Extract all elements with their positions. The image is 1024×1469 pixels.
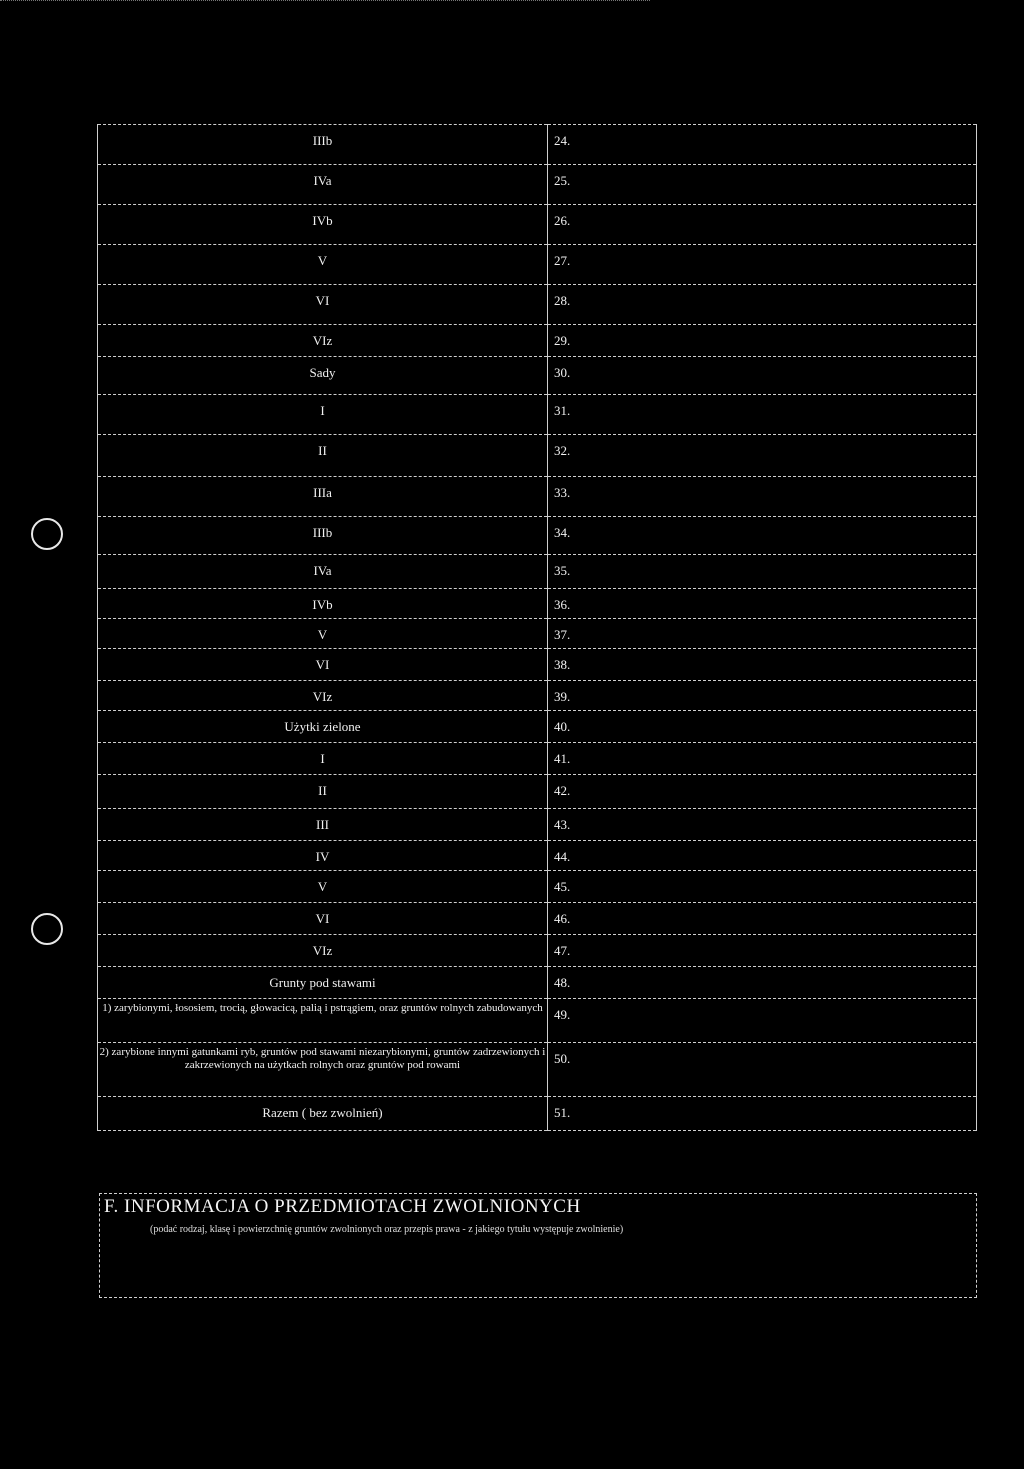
- table-row: [98, 589, 977, 619]
- row-value-cell[interactable]: [548, 435, 977, 477]
- row-value-cell[interactable]: [548, 517, 977, 555]
- row-label-cell: [98, 935, 548, 967]
- row-label: Użytki zielone: [284, 719, 361, 734]
- row-label-cell: [98, 517, 548, 555]
- row-value-cell[interactable]: [548, 619, 977, 649]
- row-label-cell: [98, 125, 548, 165]
- row-label-cell: [98, 999, 548, 1043]
- row-label-cell: [98, 435, 548, 477]
- row-label: VIz: [312, 689, 333, 704]
- row-label: IIIb: [312, 133, 333, 148]
- table-row: [98, 871, 977, 903]
- table-row: [98, 935, 977, 967]
- row-label-cell: [98, 205, 548, 245]
- row-label: IVa: [313, 563, 332, 578]
- row-value-cell[interactable]: [548, 775, 977, 809]
- row-label-cell: [98, 681, 548, 711]
- row-label: 2) zarybione innymi gatunkami ryb, gruntów pod stawami niezarybionymi, gruntów zadrzewionych i zakrzewionych na użytkach rolnych oraz gruntów pod rowami: [99, 1046, 546, 1071]
- row-label: IV: [315, 849, 330, 864]
- row-number: 32.: [554, 443, 571, 458]
- row-number: 33.: [554, 485, 571, 500]
- row-label-cell: [98, 555, 548, 589]
- table-row: [98, 125, 977, 165]
- table-row: [98, 1097, 977, 1131]
- row-label-cell: [98, 711, 548, 743]
- table-row: [98, 1043, 977, 1097]
- row-label-cell: [98, 743, 548, 775]
- row-number: 36.: [554, 597, 571, 612]
- table-row: [98, 285, 977, 325]
- row-label-cell: [98, 165, 548, 205]
- table-row: [98, 325, 977, 357]
- row-label: II: [318, 783, 327, 798]
- row-label-cell: [98, 1097, 548, 1131]
- row-label: VIz: [312, 943, 333, 958]
- row-label-cell: [98, 325, 548, 357]
- row-label-cell: [98, 903, 548, 935]
- row-label: II: [318, 443, 327, 458]
- table-row: [98, 517, 977, 555]
- row-label: IVb: [312, 213, 333, 228]
- row-label: Grunty pod stawami: [269, 975, 376, 990]
- row-number: 26.: [554, 213, 571, 228]
- row-label-cell: [98, 967, 548, 999]
- row-label-cell: [98, 841, 548, 871]
- row-number: 38.: [554, 657, 571, 672]
- row-value-cell[interactable]: [548, 967, 977, 999]
- row-label: VIz: [312, 333, 333, 348]
- row-label: 1) zarybionymi, łososiem, trocią, głowacicą, palią i pstrągiem, oraz gruntów rolnych zabudowanych: [102, 1002, 543, 1014]
- row-label-cell: [98, 395, 548, 435]
- section-f-title: F. INFORMACJA O PRZEDMIOTACH ZWOLNIONYCH: [104, 1196, 581, 1217]
- table-row: [98, 681, 977, 711]
- row-label-cell: [98, 285, 548, 325]
- row-number: 35.: [554, 563, 571, 578]
- row-value-cell[interactable]: [548, 999, 977, 1043]
- table-row: [98, 205, 977, 245]
- row-value-cell[interactable]: [548, 395, 977, 435]
- table-row: [98, 775, 977, 809]
- table-row: [98, 809, 977, 841]
- row-number: 48.: [554, 975, 571, 990]
- row-value-cell[interactable]: [548, 165, 977, 205]
- row-label-cell: [98, 619, 548, 649]
- row-value-cell[interactable]: [548, 555, 977, 589]
- table-row: [98, 649, 977, 681]
- row-number: 46.: [554, 911, 571, 926]
- row-value-cell[interactable]: [548, 809, 977, 841]
- row-label-cell: [98, 649, 548, 681]
- row-number: 50.: [554, 1051, 571, 1066]
- row-label: VI: [315, 657, 330, 672]
- table-row: [98, 619, 977, 649]
- table-row: [98, 357, 977, 395]
- row-label: I: [320, 751, 325, 766]
- row-label-cell: [98, 477, 548, 517]
- table-row: [98, 245, 977, 285]
- table-row: [98, 841, 977, 871]
- row-value-cell[interactable]: [548, 125, 977, 165]
- punch-hole-icon: [31, 913, 63, 945]
- row-number: 28.: [554, 293, 571, 308]
- row-value-cell[interactable]: [548, 649, 977, 681]
- row-number: 37.: [554, 627, 571, 642]
- row-value-cell[interactable]: [548, 1097, 977, 1131]
- row-number: 43.: [554, 817, 571, 832]
- row-number: 41.: [554, 751, 571, 766]
- row-value-cell[interactable]: [548, 477, 977, 517]
- row-label-cell: [98, 775, 548, 809]
- row-number: 27.: [554, 253, 571, 268]
- row-value-cell[interactable]: [548, 245, 977, 285]
- section-f-box: [99, 1193, 977, 1298]
- table-row: [98, 477, 977, 517]
- row-label: VI: [315, 911, 330, 926]
- row-number: 49.: [554, 1007, 571, 1022]
- row-number: 51.: [554, 1105, 571, 1120]
- row-number: 30.: [554, 365, 571, 380]
- row-value-cell[interactable]: [548, 743, 977, 775]
- table-row: [98, 555, 977, 589]
- row-label: VI: [315, 293, 330, 308]
- row-value-cell[interactable]: [548, 711, 977, 743]
- row-value-cell[interactable]: [548, 589, 977, 619]
- table-row: [98, 711, 977, 743]
- row-number: 40.: [554, 719, 571, 734]
- row-label-cell: [98, 1043, 548, 1097]
- row-label-cell: [98, 589, 548, 619]
- row-number: 24.: [554, 133, 571, 148]
- row-number: 39.: [554, 689, 571, 704]
- row-value-cell[interactable]: [548, 871, 977, 903]
- row-label-cell: [98, 357, 548, 395]
- row-number: 47.: [554, 943, 571, 958]
- punch-hole-icon: [31, 518, 63, 550]
- row-value-cell[interactable]: [548, 325, 977, 357]
- row-number: 44.: [554, 849, 571, 864]
- row-number: 31.: [554, 403, 571, 418]
- row-label: V: [317, 627, 328, 642]
- scan-edge-line: [0, 0, 650, 3]
- section-f-subtitle: (podać rodzaj, klasę i powierzchnię gruntów zwolnionych oraz przepis prawa - z jakiego tytułu występuje zwolnienie): [150, 1224, 624, 1235]
- row-value-cell[interactable]: [548, 285, 977, 325]
- row-value-cell[interactable]: [548, 681, 977, 711]
- table-row: [98, 743, 977, 775]
- table-row: [98, 435, 977, 477]
- row-label-cell: [98, 871, 548, 903]
- row-label: Razem ( bez zwolnień): [262, 1105, 383, 1120]
- row-label: IVa: [313, 173, 332, 188]
- table-row: [98, 395, 977, 435]
- row-number: 25.: [554, 173, 571, 188]
- row-number: 42.: [554, 783, 571, 798]
- row-label: I: [320, 403, 325, 418]
- row-value-cell[interactable]: [548, 205, 977, 245]
- row-number: 45.: [554, 879, 571, 894]
- row-label: IIIb: [312, 525, 333, 540]
- land-class-table: [97, 124, 977, 1131]
- table-row: [98, 967, 977, 999]
- row-label: V: [317, 253, 328, 268]
- table-row: [98, 165, 977, 205]
- row-label: III: [316, 817, 329, 832]
- row-label-cell: [98, 245, 548, 285]
- row-label: IIIa: [313, 485, 332, 500]
- row-value-cell[interactable]: [548, 841, 977, 871]
- row-label: V: [317, 879, 328, 894]
- row-value-cell[interactable]: [548, 903, 977, 935]
- row-label-cell: [98, 809, 548, 841]
- row-label: IVb: [312, 597, 333, 612]
- row-value-cell[interactable]: [548, 357, 977, 395]
- row-value-cell[interactable]: [548, 935, 977, 967]
- row-number: 29.: [554, 333, 571, 348]
- row-value-cell[interactable]: [548, 1043, 977, 1097]
- table-row: [98, 903, 977, 935]
- row-label: Sady: [309, 365, 336, 380]
- row-number: 34.: [554, 525, 571, 540]
- table-row: [98, 999, 977, 1043]
